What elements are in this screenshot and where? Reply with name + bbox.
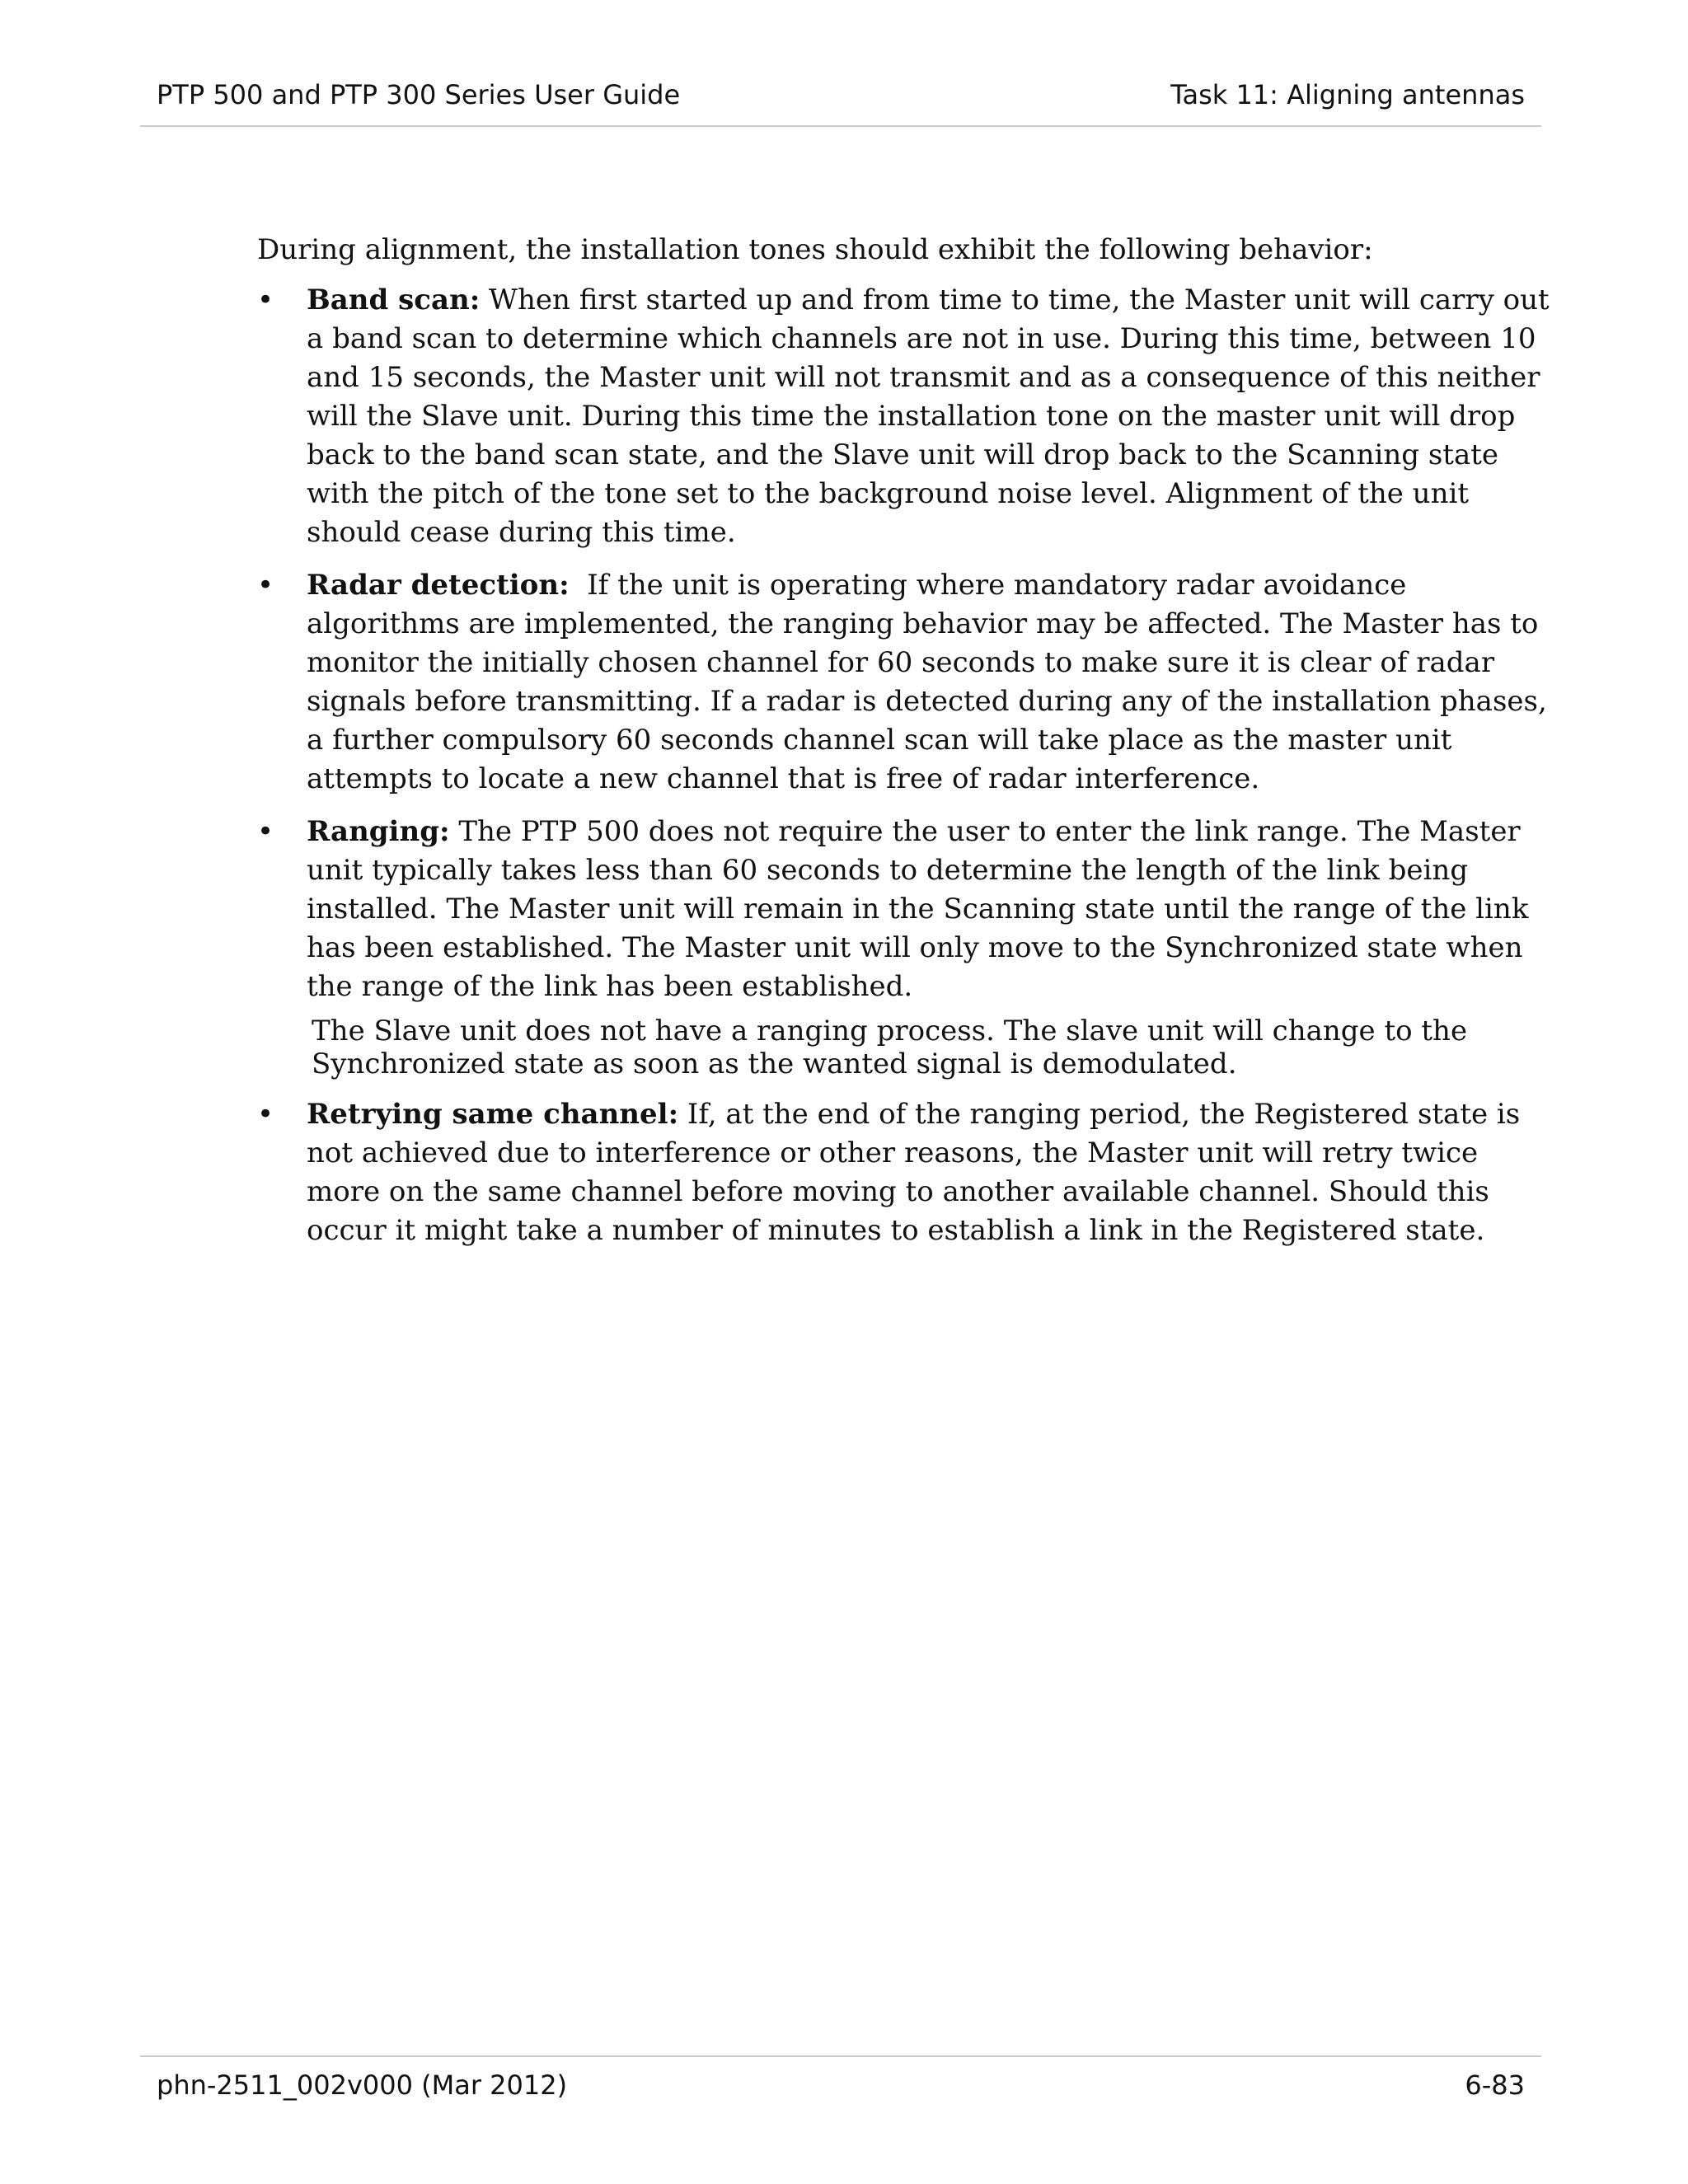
page-footer (140, 2069, 1525, 2110)
behavior-list-continued (257, 1095, 1551, 1250)
header-document-title: PTP 500 and PTP 300 Series User Guide (157, 79, 681, 110)
header-section-title: Task 11: Aligning antennas (1170, 79, 1525, 110)
page-body (257, 231, 1556, 1264)
footer-document-id: phn-2511_002v000 (Mar 2012) (157, 2069, 568, 2101)
bullet-dot-icon: • (257, 815, 274, 848)
term-ranging: Ranging: (307, 815, 450, 848)
desc-ranging: The PTP 500 does not require the user to enter the link range. The Master unit typically takes less than 60 seconds to determine the length of the link being installed. The Master unit will remain in the Scanning state until the range of the link has been established. The Master unit will only move to the Synchronized state when the range of the link has been established. (307, 815, 1529, 1003)
desc-band-scan: When first started up and from time to time, the Master unit will carry out a band scan to determine which channels are not in use. During this time, between 10 and 15 seconds, the Master unit will not transmit and as a consequence of this neither will the Slave unit. During this time the installation tone on the master unit will drop back to the band scan state, and the Slave unit will drop back to the Scanning state with the pitch of the tone set to the background noise level. Alignment of the unit should cease during this time. (307, 284, 1550, 549)
footer-divider (140, 2055, 1541, 2057)
term-radar-detection: Radar detection: (307, 569, 570, 602)
bullet-dot-icon: • (257, 1098, 274, 1131)
bullet-dot-icon: • (257, 569, 274, 602)
desc-retrying-same-channel: If, at the end of the ranging period, the Registered state is not achieved due to interference or other reasons, the Master unit will retry twice more on the same channel before moving to another available channel. Should this occur it might take a number of minutes to establish a link in the Registered state. (307, 1098, 1521, 1247)
list-item-band-scan (257, 281, 1551, 552)
intro-paragraph: During alignment, the installation tones should exhibit the following behavior: (257, 233, 1373, 266)
term-band-scan: Band scan: (307, 284, 481, 316)
desc-radar-detection: If the unit is operating where mandatory radar avoidance algorithms are implemented, the ranging behavior may be affected. The Master has to monitor the initially chosen channel for 60 seconds to make sure it is clear of radar signals before transmitting. If a radar is detected during any of the installation phases, a further compulsory 60 seconds channel scan will take place as the master unit attempts to locate a new channel that is free of radar interference. (307, 569, 1556, 795)
list-item-retrying-same-channel (257, 1095, 1551, 1250)
page-header (140, 78, 1525, 120)
behavior-list (257, 281, 1556, 1006)
header-divider (140, 125, 1541, 127)
list-item-ranging (257, 813, 1551, 1006)
page-number: 6-83 (1465, 2069, 1525, 2101)
list-item-radar-detection (257, 566, 1556, 799)
slave-note-paragraph: The Slave unit does not have a ranging process. The slave unit will change to the Synchronized state as soon as the wanted signal is demodulated. (312, 1015, 1468, 1080)
bullet-dot-icon: • (257, 284, 274, 316)
term-retrying-same-channel: Retrying same channel: (307, 1098, 679, 1131)
